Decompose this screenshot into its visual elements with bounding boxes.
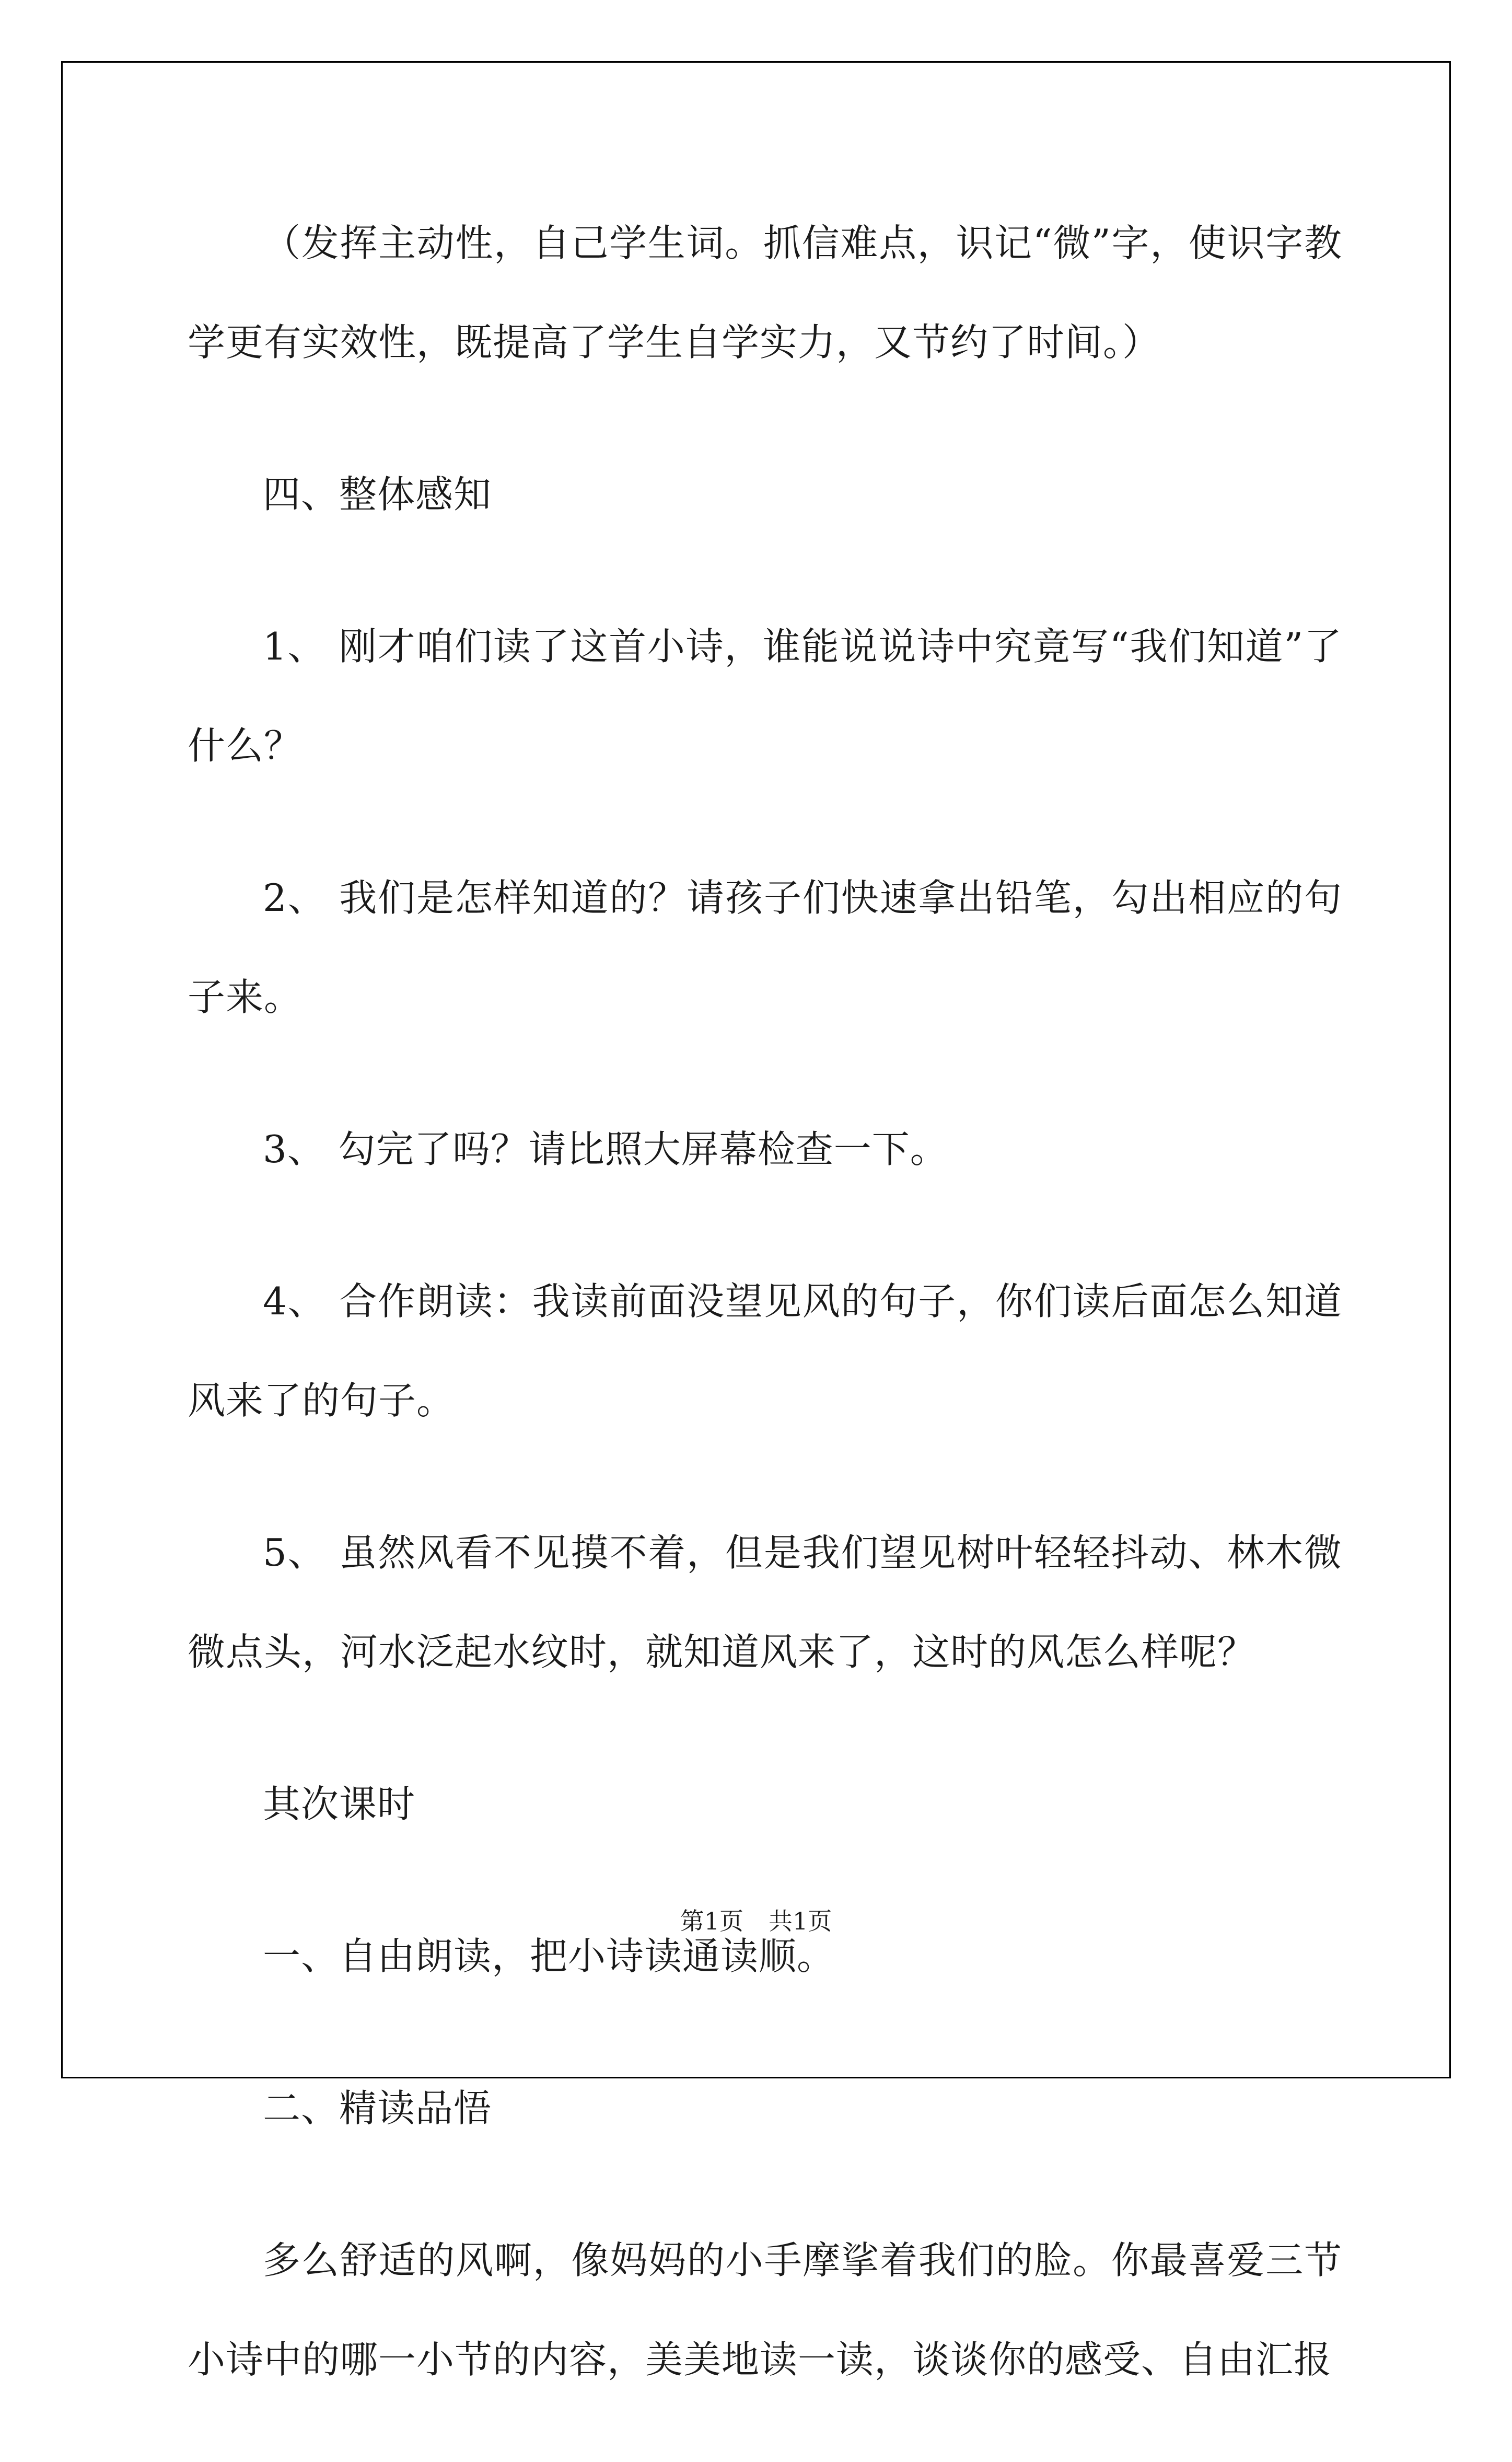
list-item: 4、 合作朗读：我读前面没望见风的句子，你们读后面怎么知道风来了的句子。 bbox=[188, 1279, 1342, 1423]
section-heading: 一、自由朗读，把小诗读通读顺。 bbox=[263, 1934, 835, 1978]
document-body bbox=[188, 193, 1342, 2462]
paragraph: （发挥主动性，自己学生词。抓信难点，识记“微”字，使识字教学更有实效性，既提高了学生自学实力，又节约了时间。） bbox=[188, 221, 1342, 364]
page-total: 共1页 bbox=[769, 1907, 832, 1935]
list-item: 1、 刚才咱们读了这首小诗，谁能说说诗中究竟写“我们知道”了什么？ bbox=[188, 625, 1342, 768]
section-heading: 其次课时 bbox=[263, 1782, 416, 1826]
page-number: 第1页 bbox=[680, 1907, 743, 1935]
list-item: 5、 虽然风看不见摸不着，但是我们望见树叶轻轻抖动、林木微微点头，河水泛起水纹时，就知道风来了，这时的风怎么样呢？ bbox=[188, 1531, 1342, 1674]
paragraph: 多么舒适的风啊，像妈妈的小手摩挲着我们的脸。你最喜爱三节小诗中的哪一小节的内容，美美地读一读，谈谈你的感受、自由汇报 bbox=[188, 2238, 1342, 2382]
page-footer bbox=[0, 1902, 1512, 1937]
section-heading: 四、整体感知 bbox=[263, 472, 492, 516]
list-item: 3、 勾完了吗？请比照大屏幕检查一下。 bbox=[263, 1127, 948, 1171]
section-heading: 二、精读品悟 bbox=[263, 2086, 492, 2130]
list-item: 2、 我们是怎样知道的？请孩子们快速拿出铅笔，勾出相应的句子来。 bbox=[188, 876, 1342, 1019]
